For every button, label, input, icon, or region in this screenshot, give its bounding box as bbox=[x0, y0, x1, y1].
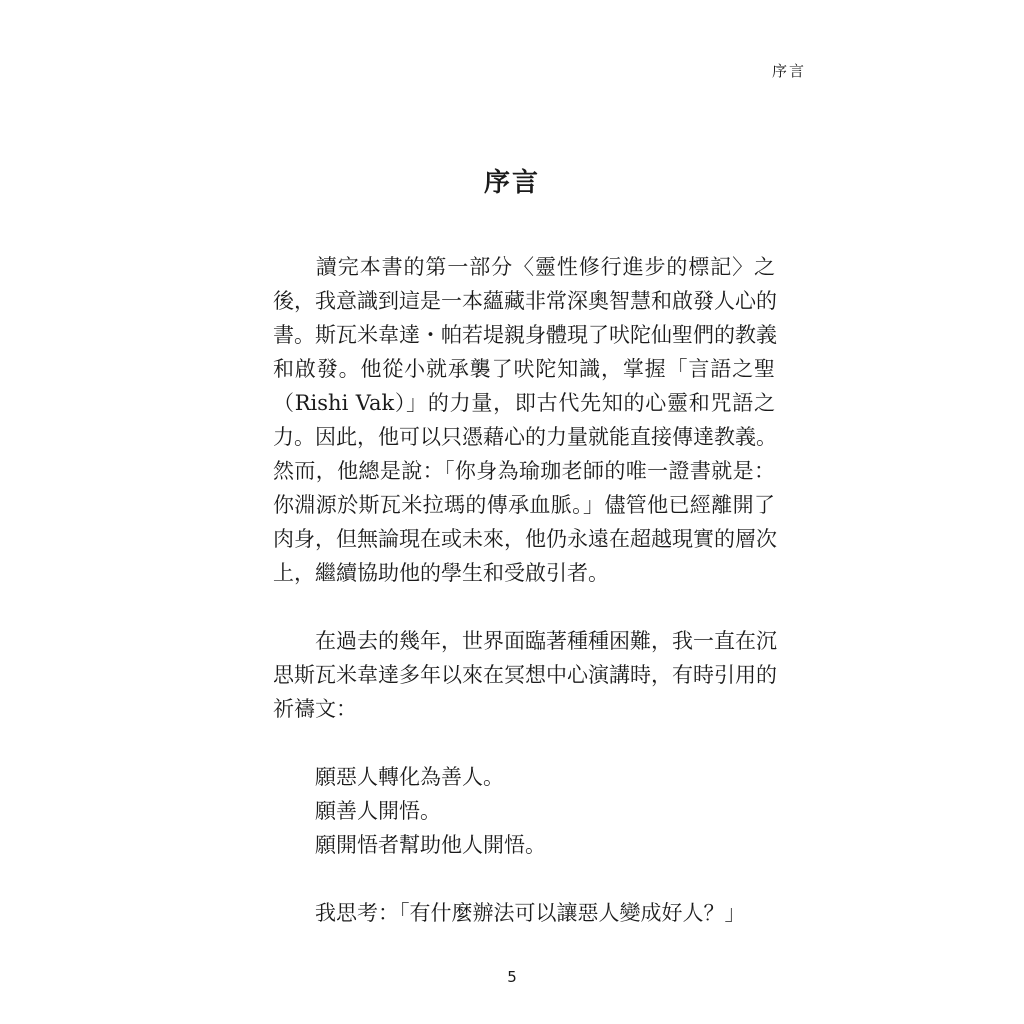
paragraph-line: 你淵源於斯瓦米拉瑪的傳承血脈。」儘管他已經離開了 bbox=[273, 493, 775, 517]
paragraph-line: 肉身，但無論現在或未來，他仍永遠在超越現實的層次 bbox=[273, 527, 777, 551]
paragraph-2 bbox=[273, 624, 775, 726]
running-header: 序言 bbox=[771, 62, 806, 80]
paragraph-line: （Rishi Vak）」的力量，即古代先知的心靈和咒語之 bbox=[273, 391, 775, 415]
paragraph-line: 祈禱文： bbox=[273, 697, 357, 721]
paragraph-line: 讀完本書的第一部分〈靈性修行進步的標記〉之 bbox=[315, 255, 775, 279]
paragraph-1 bbox=[273, 250, 775, 590]
paragraph-line: 力。因此，他可以只憑藉心的力量就能直接傳達教義。 bbox=[273, 425, 777, 449]
prayer-line: 願開悟者幫助他人開悟。 bbox=[315, 833, 546, 857]
paragraph-line: 思斯瓦米韋達多年以來在冥想中心演講時，有時引用的 bbox=[273, 663, 777, 687]
prayer-block bbox=[273, 760, 775, 862]
paragraph-line: 後，我意識到這是一本蘊藏非常深奧智慧和啟發人心的 bbox=[273, 289, 777, 313]
paragraph-line: 和啟發。他從小就承襲了吠陀知識，掌握「言語之聖 bbox=[273, 357, 775, 381]
prayer-line: 願惡人轉化為善人。 bbox=[315, 765, 504, 789]
body-text bbox=[273, 250, 775, 930]
paragraph-line: 上，繼續協助他的學生和受啟引者。 bbox=[273, 561, 609, 585]
closing-line: 我思考：「有什麼辦法可以讓惡人變成好人？」 bbox=[315, 901, 746, 925]
paragraph-line: 在過去的幾年，世界面臨著種種困難，我一直在沉 bbox=[315, 629, 777, 653]
paragraph-line: 書。斯瓦米韋達・帕若堤親身體現了吠陀仙聖們的教義 bbox=[273, 323, 777, 347]
paragraph-line: 然而，他總是說：「你身為瑜珈老師的唯一證書就是： bbox=[273, 459, 775, 483]
page-title: 序言 bbox=[483, 168, 540, 198]
prayer-line: 願善人開悟。 bbox=[315, 799, 441, 823]
page-number: 5 bbox=[507, 968, 517, 986]
